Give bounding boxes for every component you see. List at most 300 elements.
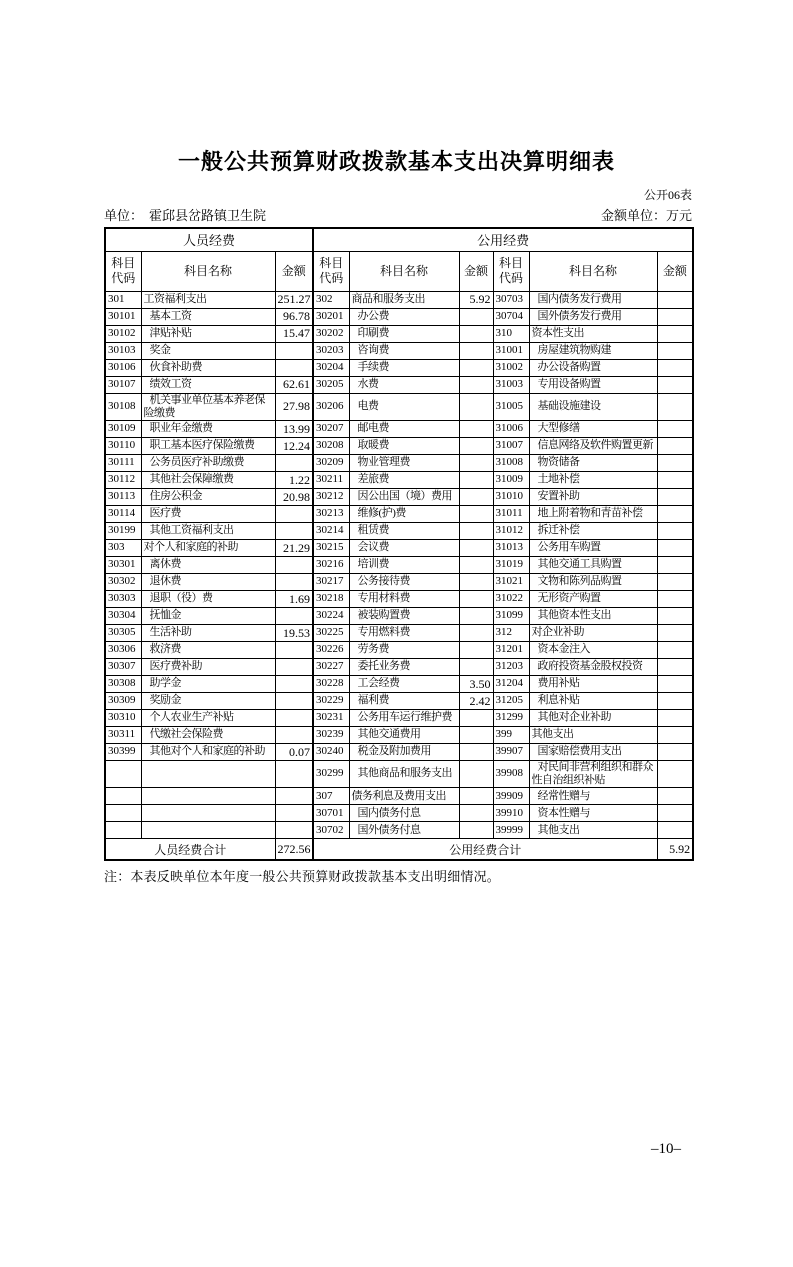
subject-code-cell: 31012 <box>493 522 529 539</box>
amount-cell <box>657 743 693 760</box>
subject-code-cell <box>105 788 141 805</box>
subject-name-cell: 津贴补贴 <box>141 325 275 342</box>
subject-name-cell: 办公费 <box>349 308 459 325</box>
amount-cell: 62.61 <box>275 376 313 393</box>
table-row <box>105 805 693 822</box>
subject-name-cell: 邮电费 <box>349 420 459 437</box>
amount-cell <box>459 805 493 822</box>
subject-name-cell: 资本性支出 <box>529 325 657 342</box>
subject-code-cell: 30112 <box>105 471 141 488</box>
subject-name-cell: 税金及附加费用 <box>349 743 459 760</box>
amount-cell <box>459 607 493 624</box>
subject-code-cell: 39999 <box>493 822 529 839</box>
subject-code-cell: 30303 <box>105 590 141 607</box>
unit-label: 单位： <box>104 208 144 223</box>
table-note: 注：本表反映单位本年度一般公共预算财政拨款基本支出明细情况。 <box>104 868 501 884</box>
subject-code-cell: 39908 <box>493 760 529 787</box>
amount-cell: 96.78 <box>275 308 313 325</box>
subject-name-cell: 物业管理费 <box>349 454 459 471</box>
subject-name-cell: 抚恤金 <box>141 607 275 624</box>
subject-name-cell: 对企业补助 <box>529 624 657 641</box>
subject-name-cell: 取暖费 <box>349 437 459 454</box>
subject-code-cell: 31099 <box>493 607 529 624</box>
amount-cell <box>275 726 313 743</box>
subject-name-cell: 医疗费 <box>141 505 275 522</box>
subject-code-cell: 30106 <box>105 359 141 376</box>
subject-code-cell: 303 <box>105 539 141 556</box>
subject-name-cell: 公务员医疗补助缴费 <box>141 454 275 471</box>
amount-cell <box>459 376 493 393</box>
amount-cell <box>275 342 313 359</box>
subject-name-cell: 其他支出 <box>529 822 657 839</box>
table-row <box>105 607 693 624</box>
subject-name-cell: 代缴社会保险费 <box>141 726 275 743</box>
subject-code-cell: 30302 <box>105 573 141 590</box>
amount-cell <box>657 539 693 556</box>
amount-cell <box>459 325 493 342</box>
amount-cell <box>275 505 313 522</box>
subject-code-cell: 30703 <box>493 291 529 308</box>
amount-cell <box>459 488 493 505</box>
amount-cell <box>459 709 493 726</box>
amount-cell: 1.22 <box>275 471 313 488</box>
column-header-code-1: 科目代码 <box>105 251 141 291</box>
subject-name-cell: 助学金 <box>141 675 275 692</box>
subject-code-cell: 31299 <box>493 709 529 726</box>
subject-code-cell <box>105 822 141 839</box>
personnel-total-amount: 272.56 <box>275 839 313 860</box>
subject-code-cell: 31203 <box>493 658 529 675</box>
amount-cell <box>459 822 493 839</box>
subject-code-cell: 301 <box>105 291 141 308</box>
amount-cell <box>275 658 313 675</box>
subject-code-cell: 30213 <box>313 505 349 522</box>
subject-name-cell: 国外债务付息 <box>349 822 459 839</box>
table-row <box>105 760 693 787</box>
amount-cell: 3.50 <box>459 675 493 692</box>
subject-code-cell: 31011 <box>493 505 529 522</box>
subject-name-cell: 对民间非营利组织和群众性自治组织补贴 <box>529 760 657 787</box>
subject-name-cell: 公务接待费 <box>349 573 459 590</box>
table-row <box>105 393 693 420</box>
unit-line <box>104 205 266 224</box>
amount-cell: 20.98 <box>275 488 313 505</box>
subject-code-cell: 31002 <box>493 359 529 376</box>
table-row <box>105 420 693 437</box>
table-row <box>105 454 693 471</box>
table-row <box>105 471 693 488</box>
amount-cell <box>459 522 493 539</box>
subject-code-cell: 31008 <box>493 454 529 471</box>
table-row <box>105 573 693 590</box>
subject-code-cell: 39909 <box>493 788 529 805</box>
subject-name-cell: 电费 <box>349 393 459 420</box>
column-header-amount-1: 金额 <box>275 251 313 291</box>
amount-cell: 19.53 <box>275 624 313 641</box>
amount-cell <box>657 805 693 822</box>
subject-code-cell: 31005 <box>493 393 529 420</box>
amount-cell <box>459 471 493 488</box>
subject-code-cell: 30308 <box>105 675 141 692</box>
subject-code-cell: 30109 <box>105 420 141 437</box>
amount-cell <box>657 454 693 471</box>
public-total-label: 公用经费合计 <box>313 839 657 860</box>
amount-cell <box>275 454 313 471</box>
subject-name-cell: 专用燃料费 <box>349 624 459 641</box>
subject-name-cell: 维修(护)费 <box>349 505 459 522</box>
section-header-personnel: 人员经费 <box>105 228 313 251</box>
subject-code-cell: 30211 <box>313 471 349 488</box>
subject-name-cell: 利息补贴 <box>529 692 657 709</box>
table-row <box>105 709 693 726</box>
subject-name-cell: 伙食补助费 <box>141 359 275 376</box>
subject-code-cell: 30114 <box>105 505 141 522</box>
subject-code-cell: 30207 <box>313 420 349 437</box>
subject-name-cell: 其他社会保障缴费 <box>141 471 275 488</box>
amount-cell <box>275 607 313 624</box>
amount-cell: 15.47 <box>275 325 313 342</box>
amount-cell <box>275 359 313 376</box>
subject-name-cell: 印刷费 <box>349 325 459 342</box>
amount-cell: 1.69 <box>275 590 313 607</box>
subject-code-cell: 30113 <box>105 488 141 505</box>
subject-name-cell: 其他商品和服务支出 <box>349 760 459 787</box>
subject-code-cell: 307 <box>313 788 349 805</box>
amount-cell <box>459 437 493 454</box>
subject-code-cell: 30205 <box>313 376 349 393</box>
subject-name-cell: 机关事业单位基本养老保险缴费 <box>141 393 275 420</box>
amount-cell: 27.98 <box>275 393 313 420</box>
subject-name-cell: 对个人和家庭的补助 <box>141 539 275 556</box>
subject-name-cell: 医疗费补助 <box>141 658 275 675</box>
subject-name-cell: 其他对个人和家庭的补助 <box>141 743 275 760</box>
subject-code-cell: 30305 <box>105 624 141 641</box>
subject-name-cell: 被装购置费 <box>349 607 459 624</box>
subject-name-cell: 基本工资 <box>141 308 275 325</box>
subject-name-cell: 绩效工资 <box>141 376 275 393</box>
amount-cell <box>275 788 313 805</box>
subject-name-cell: 资本金注入 <box>529 641 657 658</box>
subject-name-cell: 差旅费 <box>349 471 459 488</box>
amount-cell: 13.99 <box>275 420 313 437</box>
amount-cell <box>657 726 693 743</box>
subject-code-cell: 310 <box>493 325 529 342</box>
subject-code-cell: 31001 <box>493 342 529 359</box>
subject-code-cell: 30206 <box>313 393 349 420</box>
amount-cell <box>459 573 493 590</box>
subject-code-cell: 30240 <box>313 743 349 760</box>
subject-name-cell: 救济费 <box>141 641 275 658</box>
amount-cell <box>459 658 493 675</box>
page-title: 一般公共预算财政拨款基本支出决算明细表 <box>177 149 615 174</box>
subject-name-cell: 商品和服务支出 <box>349 291 459 308</box>
subject-code-cell: 30224 <box>313 607 349 624</box>
amount-cell <box>657 760 693 787</box>
subject-name-cell: 其他交通费用 <box>349 726 459 743</box>
table-row <box>105 624 693 641</box>
subject-name-cell: 国内债务发行费用 <box>529 291 657 308</box>
table-row <box>105 692 693 709</box>
subject-code-cell: 30226 <box>313 641 349 658</box>
subject-code-cell: 30304 <box>105 607 141 624</box>
subject-name-cell: 物资储备 <box>529 454 657 471</box>
amount-unit-label: 金额单位：万元 <box>600 208 692 223</box>
subject-code-cell: 30216 <box>313 556 349 573</box>
subject-name-cell: 拆迁补偿 <box>529 522 657 539</box>
amount-cell <box>275 556 313 573</box>
amount-cell <box>459 420 493 437</box>
table-row <box>105 822 693 839</box>
subject-name-cell: 安置补助 <box>529 488 657 505</box>
meta-row <box>104 205 692 224</box>
subject-name-cell: 职工基本医疗保险缴费 <box>141 437 275 454</box>
subject-name-cell: 咨询费 <box>349 342 459 359</box>
amount-cell <box>459 505 493 522</box>
page-number: –10– <box>651 1141 681 1157</box>
amount-cell <box>657 607 693 624</box>
amount-cell <box>657 522 693 539</box>
amount-cell: 21.29 <box>275 539 313 556</box>
subject-name-cell: 个人农业生产补贴 <box>141 709 275 726</box>
subject-code-cell: 30107 <box>105 376 141 393</box>
subject-code-cell: 30103 <box>105 342 141 359</box>
amount-cell: 2.42 <box>459 692 493 709</box>
sheet <box>104 186 692 885</box>
amount-cell: 5.92 <box>459 291 493 308</box>
subject-code-cell <box>105 805 141 822</box>
personnel-total-label: 人员经费合计 <box>105 839 275 860</box>
subject-name-cell: 奖金 <box>141 342 275 359</box>
amount-cell <box>459 556 493 573</box>
subject-code-cell: 30309 <box>105 692 141 709</box>
amount-cell: 251.27 <box>275 291 313 308</box>
subject-code-cell: 30704 <box>493 308 529 325</box>
subject-code-cell <box>105 760 141 787</box>
column-header-code-2: 科目代码 <box>313 251 349 291</box>
subject-code-cell: 31013 <box>493 539 529 556</box>
subject-code-cell: 30204 <box>313 359 349 376</box>
subject-name-cell: 因公出国（境）费用 <box>349 488 459 505</box>
amount-cell <box>459 743 493 760</box>
table-row <box>105 437 693 454</box>
subject-name-cell: 专用设备购置 <box>529 376 657 393</box>
amount-cell <box>657 641 693 658</box>
subject-name-cell: 国内债务付息 <box>349 805 459 822</box>
subject-name-cell: 其他工资福利支出 <box>141 522 275 539</box>
amount-cell <box>657 393 693 420</box>
table-row <box>105 359 693 376</box>
table-row <box>105 590 693 607</box>
subject-name-cell: 房屋建筑物购建 <box>529 342 657 359</box>
form-number-label: 公开06表 <box>643 188 692 202</box>
column-header-name-3: 科目名称 <box>529 251 657 291</box>
subject-code-cell: 31007 <box>493 437 529 454</box>
subject-name-cell: 奖励金 <box>141 692 275 709</box>
amount-cell <box>657 308 693 325</box>
amount-cell: 12.24 <box>275 437 313 454</box>
amount-cell <box>657 556 693 573</box>
subject-name-cell: 地上附着物和青苗补偿 <box>529 505 657 522</box>
amount-cell <box>657 325 693 342</box>
table-row <box>105 308 693 325</box>
subject-name-cell: 手续费 <box>349 359 459 376</box>
subject-name-cell: 专用材料费 <box>349 590 459 607</box>
subject-name-cell: 其他交通工具购置 <box>529 556 657 573</box>
amount-cell <box>657 488 693 505</box>
amount-cell <box>459 641 493 658</box>
subject-name-cell <box>141 805 275 822</box>
amount-cell <box>657 291 693 308</box>
subject-code-cell: 31204 <box>493 675 529 692</box>
subject-code-cell: 30306 <box>105 641 141 658</box>
subject-code-cell: 30218 <box>313 590 349 607</box>
amount-cell <box>657 692 693 709</box>
subject-name-cell: 退职（役）费 <box>141 590 275 607</box>
amount-cell <box>459 359 493 376</box>
table-row <box>105 325 693 342</box>
subject-code-cell: 31006 <box>493 420 529 437</box>
subject-code-cell: 31205 <box>493 692 529 709</box>
subject-code-cell: 302 <box>313 291 349 308</box>
amount-cell <box>657 437 693 454</box>
table-row <box>105 522 693 539</box>
amount-cell <box>657 376 693 393</box>
subject-code-cell: 30202 <box>313 325 349 342</box>
subject-name-cell: 其他支出 <box>529 726 657 743</box>
amount-cell <box>275 675 313 692</box>
subject-name-cell: 生活补助 <box>141 624 275 641</box>
table-row <box>105 342 693 359</box>
subject-code-cell: 31201 <box>493 641 529 658</box>
subject-name-cell: 培训费 <box>349 556 459 573</box>
column-header-name-1: 科目名称 <box>141 251 275 291</box>
subject-name-cell: 租赁费 <box>349 522 459 539</box>
table-row <box>105 488 693 505</box>
subject-name-cell: 会议费 <box>349 539 459 556</box>
subject-name-cell: 信息网络及软件购置更新 <box>529 437 657 454</box>
subject-name-cell <box>141 760 275 787</box>
subject-name-cell: 文物和陈列品购置 <box>529 573 657 590</box>
subject-code-cell: 30217 <box>313 573 349 590</box>
subject-code-cell: 30307 <box>105 658 141 675</box>
amount-cell <box>657 505 693 522</box>
amount-cell <box>459 393 493 420</box>
subject-code-cell: 30201 <box>313 308 349 325</box>
subject-name-cell: 退休费 <box>141 573 275 590</box>
subject-name-cell: 费用补贴 <box>529 675 657 692</box>
expenditure-detail-table <box>104 227 694 861</box>
amount-cell <box>459 539 493 556</box>
amount-cell <box>459 454 493 471</box>
amount-cell <box>275 692 313 709</box>
subject-code-cell: 30310 <box>105 709 141 726</box>
subject-name-cell: 劳务费 <box>349 641 459 658</box>
amount-cell <box>275 805 313 822</box>
amount-cell <box>459 726 493 743</box>
subject-code-cell: 30208 <box>313 437 349 454</box>
column-header-code-3: 科目代码 <box>493 251 529 291</box>
subject-code-cell: 30239 <box>313 726 349 743</box>
subject-code-cell: 30110 <box>105 437 141 454</box>
amount-cell <box>459 308 493 325</box>
subject-code-cell: 30199 <box>105 522 141 539</box>
subject-name-cell: 国家赔偿费用支出 <box>529 743 657 760</box>
amount-cell <box>657 471 693 488</box>
table-row <box>105 675 693 692</box>
subject-name-cell: 资本性赠与 <box>529 805 657 822</box>
column-header-amount-3: 金额 <box>657 251 693 291</box>
subject-code-cell: 30102 <box>105 325 141 342</box>
table-row <box>105 788 693 805</box>
subject-name-cell: 福利费 <box>349 692 459 709</box>
subject-code-cell: 30215 <box>313 539 349 556</box>
subject-name-cell: 工会经费 <box>349 675 459 692</box>
subject-name-cell: 无形资产购置 <box>529 590 657 607</box>
subject-name-cell: 离休费 <box>141 556 275 573</box>
amount-cell <box>657 788 693 805</box>
subject-name-cell: 公务用车购置 <box>529 539 657 556</box>
subject-code-cell: 30301 <box>105 556 141 573</box>
amount-cell <box>657 709 693 726</box>
amount-cell <box>459 624 493 641</box>
subject-name-cell: 委托业务费 <box>349 658 459 675</box>
subject-name-cell: 职业年金缴费 <box>141 420 275 437</box>
amount-cell <box>657 675 693 692</box>
subject-name-cell <box>141 822 275 839</box>
subject-code-cell: 312 <box>493 624 529 641</box>
amount-cell <box>459 788 493 805</box>
subject-name-cell: 政府投资基金股权投资 <box>529 658 657 675</box>
amount-cell <box>275 760 313 787</box>
section-header-public: 公用经费 <box>313 228 693 251</box>
amount-cell <box>657 624 693 641</box>
table-row <box>105 743 693 760</box>
subject-code-cell: 30209 <box>313 454 349 471</box>
amount-cell <box>459 342 493 359</box>
table-row <box>105 556 693 573</box>
subject-code-cell: 30214 <box>313 522 349 539</box>
subject-code-cell: 31019 <box>493 556 529 573</box>
column-header-name-2: 科目名称 <box>349 251 459 291</box>
subject-code-cell: 31022 <box>493 590 529 607</box>
amount-cell <box>657 822 693 839</box>
amount-cell <box>657 359 693 376</box>
amount-cell <box>459 760 493 787</box>
column-header-amount-2: 金额 <box>459 251 493 291</box>
subject-code-cell: 31021 <box>493 573 529 590</box>
total-row <box>105 839 693 860</box>
unit-name: 霍邱县岔路镇卫生院 <box>149 208 267 223</box>
amount-cell <box>275 522 313 539</box>
table-row <box>105 505 693 522</box>
table-row <box>105 726 693 743</box>
subject-code-cell: 30701 <box>313 805 349 822</box>
amount-cell <box>657 658 693 675</box>
subject-code-cell: 31003 <box>493 376 529 393</box>
subject-name-cell: 大型修缮 <box>529 420 657 437</box>
subject-name-cell: 其他对企业补助 <box>529 709 657 726</box>
amount-cell <box>275 822 313 839</box>
subject-code-cell: 30101 <box>105 308 141 325</box>
table-row <box>105 291 693 308</box>
subject-code-cell: 30225 <box>313 624 349 641</box>
subject-name-cell: 工资福利支出 <box>141 291 275 308</box>
subject-name-cell: 其他资本性支出 <box>529 607 657 624</box>
public-total-amount: 5.92 <box>657 839 693 860</box>
amount-cell <box>657 342 693 359</box>
table-row <box>105 376 693 393</box>
amount-cell <box>275 641 313 658</box>
